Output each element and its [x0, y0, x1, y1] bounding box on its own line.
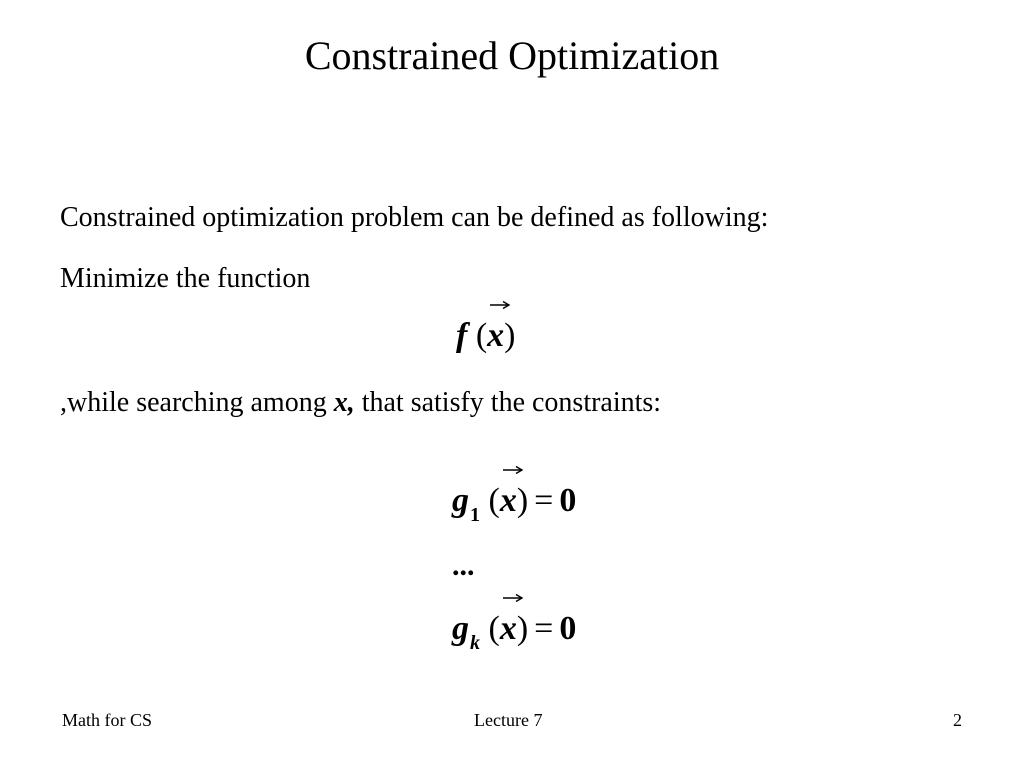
rhs-value: 0	[559, 482, 577, 519]
intro-text: Constrained optimization problem can be defined as following:	[60, 202, 769, 233]
open-paren: (	[488, 610, 500, 647]
constraint-text-prefix: ,while searching among	[60, 387, 334, 418]
open-paren: (	[475, 317, 488, 354]
constraint-first	[452, 481, 576, 525]
open-paren: (	[488, 482, 500, 519]
footer-lecture: Lecture 7	[474, 710, 543, 730]
objective-function	[456, 316, 515, 356]
vector-arrow-icon	[502, 465, 524, 475]
constraint-text-suffix: that satisfy the constraints:	[354, 387, 662, 418]
constraint-ellipsis: ...	[452, 549, 475, 582]
vector-arrow-icon	[502, 593, 524, 603]
constraint-text-var: x,	[333, 387, 355, 418]
constraint-text	[60, 385, 661, 421]
vector-x-symbol: x	[487, 317, 505, 354]
vector-x-symbol: x	[499, 482, 517, 519]
constraint-subscript: 1	[470, 504, 480, 526]
constraint-last	[452, 609, 576, 653]
equals-sign: =	[534, 610, 554, 647]
rhs-value: 0	[559, 610, 577, 647]
constraint-func-symbol: g	[452, 482, 469, 519]
footer-page-number: 2	[953, 710, 962, 730]
footer-course: Math for CS	[62, 710, 152, 730]
slide-title: Constrained Optimization	[304, 33, 720, 78]
vector-arrow-icon	[489, 300, 511, 310]
close-paren: )	[516, 482, 529, 519]
vector-x-symbol: x	[499, 610, 517, 647]
close-paren: )	[516, 610, 529, 647]
constraint-func-symbol: g	[452, 610, 469, 647]
objective-func-symbol: f	[456, 317, 468, 354]
constraint-subscript: k	[470, 632, 480, 654]
vector-x	[500, 609, 517, 649]
equals-sign: =	[534, 482, 554, 519]
minimize-text: Minimize the function	[60, 263, 311, 294]
vector-x	[487, 316, 504, 356]
close-paren: )	[504, 317, 516, 354]
vector-x	[500, 481, 517, 521]
